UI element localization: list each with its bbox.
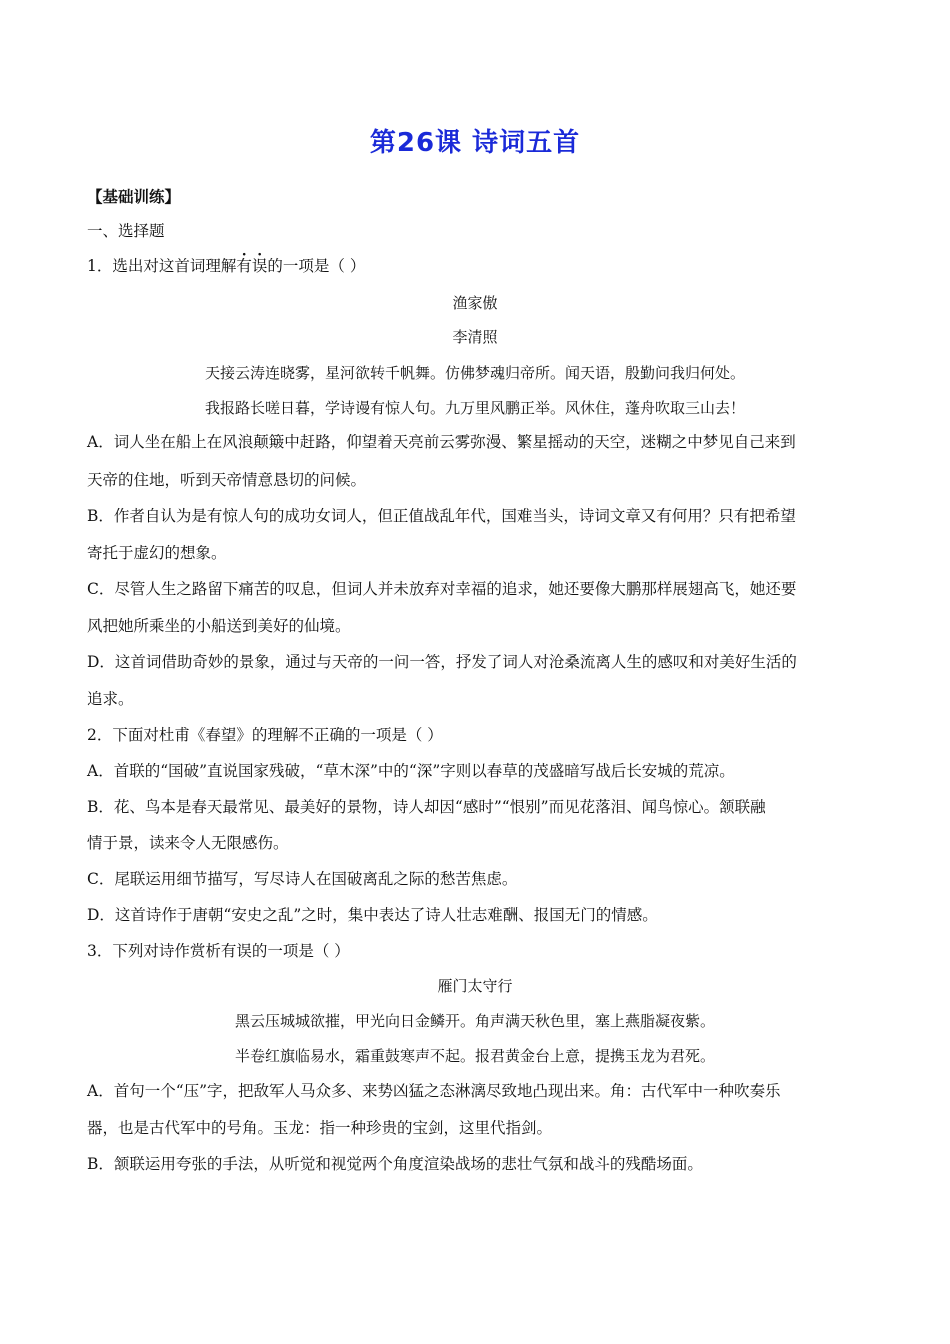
question-2-stem: 2．下面对杜甫《春望》的理解不正确的一项是（ ） — [87, 726, 443, 744]
question-1-option-b: B．作者自认为是有惊人句的成功女词人，但正值战乱年代，国难当头，诗词文章又有何用？只有把希望 — [87, 507, 796, 525]
question-3-option-a-cont: 器，也是古代军中的号角。玉龙：指一种珍贵的宝剑，这里代指剑。 — [87, 1119, 553, 1137]
poem-1-author: 李清照 — [452, 328, 498, 346]
question-3-option-b: B．颔联运用夸张的手法，从听觉和视觉两个角度渲染战场的悲壮气氛和战斗的残酷场面。 — [87, 1155, 703, 1173]
poem-1-line: 我报路长嗟日暮，学诗谩有惊人句。九万里风鹏正举。风休住，蓬舟吹取三山去！ — [204, 399, 745, 417]
question-1-stem-tail: 的一项是（ ） — [267, 257, 366, 275]
question-2-option-b-cont: 情于景，读来令人无限感伤。 — [87, 834, 289, 852]
poem-3-line: 半卷红旗临易水，霜重鼓寒声不起。报君黄金台上意，提携玉龙为君死。 — [234, 1047, 715, 1065]
emphasis-dot-char: 误 — [251, 257, 268, 275]
question-1-option-d: D．这首词借助奇妙的景象，通过与天帝的一问一答，抒发了词人对沧桑流离人生的感叹和对美好生活的 — [87, 653, 797, 671]
question-2-option-a: A．首联的“国破”直说国家残破，“草木深”中的“深”字则以春草的茂盛暗写战后长安城的荒凉。 — [87, 762, 735, 780]
emphasis-dot-char: 有 — [236, 257, 252, 275]
poem-1-title: 渔家傲 — [452, 294, 498, 312]
question-1-stem-text: 1．选出对这首词理解 — [87, 257, 237, 275]
question-1-stem — [87, 255, 867, 277]
question-2-option-d: D．这首诗作于唐朝“安史之乱”之时，集中表达了诗人壮志难酬、报国无门的情感。 — [87, 906, 658, 924]
question-1-option-a-cont: 天帝的住地，听到天帝情意恳切的问候。 — [87, 471, 367, 489]
question-1-option-c: C．尽管人生之路留下痛苦的叹息，但词人并未放弃对幸福的追求，她还要像大鹏那样展翅高飞，她还要 — [87, 580, 797, 598]
question-3-stem: 3．下列对诗作赏析有误的一项是（ ） — [87, 942, 350, 960]
question-2-option-b: B．花、鸟本是春天最常见、最美好的景物，诗人却因“感时”“恨别”而见花落泪、闻鸟惊心。颔联融 — [87, 798, 766, 816]
poem-3-line: 黑云压城城欲摧，甲光向日金鳞开。角声满天秋色里，塞上燕脂凝夜紫。 — [234, 1012, 715, 1030]
question-2-option-c: C．尾联运用细节描写，写尽诗人在国破离乱之际的愁苦焦虑。 — [87, 870, 518, 888]
question-3-option-a: A．首句一个“压”字，把敌军人马众多、来势凶猛之态淋漓尽致地凸现出来。角：古代军中一种吹奏乐 — [87, 1082, 781, 1100]
poem-1-line: 天接云涛连晓雾，星河欲转千帆舞。仿佛梦魂归帝所。闻天语，殷勤问我归何处。 — [204, 364, 745, 382]
question-1-option-b-cont: 寄托于虚幻的想象。 — [87, 544, 227, 562]
poem-3-title: 雁门太守行 — [437, 977, 513, 995]
question-1-option-c-cont: 风把她所乘坐的小船送到美好的仙境。 — [87, 617, 351, 635]
part-label: 一、选择题 — [87, 222, 165, 240]
question-1-option-d-cont: 追求。 — [87, 690, 134, 708]
question-1-option-a: A．词人坐在船上在风浪颠簸中赶路，仰望着天亮前云雾弥漫、繁星摇动的天空，迷糊之中梦见自己来到 — [87, 433, 796, 451]
page-title: 第26课 诗词五首 — [369, 128, 581, 158]
section-heading: 【基础训练】 — [87, 187, 181, 206]
